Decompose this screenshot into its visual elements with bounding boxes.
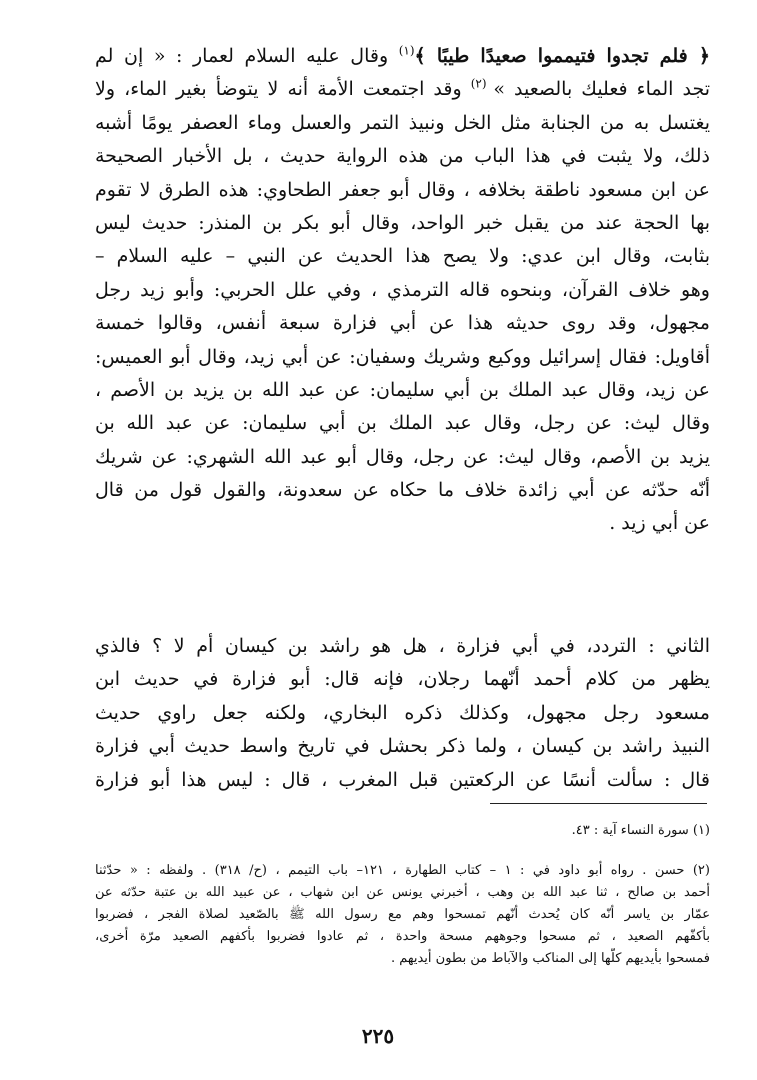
text-line: مسعود رجل مجهول، وكذلك ذكره البخاري، ولكنه جعل راوي حديث [95,701,710,724]
text-line: ﴿ فلم تجدوا فتيمموا صعيدًا طيبًا ﴾$^{(١)}$ وقال عليه السلام لعمار : « إن لم [95,43,710,67]
text-line: مجهول، وقد روى حديثه هذا عن أبي فزارة سبعة أنفس، وقالوا خمسة [95,312,710,335]
footnote-line: (٢) حسن . رواه أبو داود في : ١ – كتاب الطهارة ، ١٢١– باب التيمم ، (ح/ ٣١٨) . ولفظه : « حدّثنا [95,863,710,878]
text-line: قال : سألت أنسًا عن الركعتين قبل المغرب ، قال : ليس هذا أبو فزارة [95,768,710,791]
footnote-line: (١) سورة النساء آية : ٤٣. [571,823,710,838]
text-line: أنّه حدّثه عن أبي زائدة خلاف ما حكاه عن سعدونة، والقول قول من قال [95,479,710,502]
text-line: تجد الماء فعليك بالصعيد » $^{(٢)}$ وقد اجتمعت الأمة أنه لا يتوضأ بغير الماء، ولا [95,77,710,101]
page-number: ٢٢٥ [361,1024,395,1048]
text-line: وهو خلاف القرآن، وبنحوه قاله الترمذي ، وفي علل الحربي: وأبو زيد رجل [95,278,710,301]
text-line: يظهر من كلام أحمد أنّهما رجلان، فإنه قال: أبو فزارة في حديث ابن [95,668,710,691]
footnote-ref-2[interactable]: (٢) [470,77,494,92]
footnote-line: أحمد بن صالح ، ثنا عبد الله بن وهب ، أخبرني يونس عن ابن شهاب ، عن عبيد الله بن عتبة حدّثه عن [95,885,710,900]
text-line: يزيد بن الأصم، وقال ليث: عن رجل، وقال أبو عبد الله الشهري: عن شريك [95,445,710,468]
text-line: عن ابن مسعود ناطقة بخلافه ، وقال أبو جعفر الطحاوي: هذه الطرق لا تقوم [95,178,710,201]
text-line: الثاني : التردد، في أبي فزارة ، هل هو راشد بن كيسان أم لا ؟ فالذي [95,635,710,657]
text-line: وقال ليث: عن رجل، وقال عبد الملك بن أبي سليمان: عن عبد الله بن [95,412,710,435]
text-line: بثابت، وقال ابن عدي: ولا يصح هذا الحديث عن النبي – عليه السلام – [95,245,710,268]
main-paragraph-2 [95,630,710,797]
text-line: عن أبي زيد . [609,512,710,535]
footnote-2 [95,860,710,970]
footnote-line: فمسحوا بأيديهم كلّها إلى المناكب والآباط من بطون أيديهم . [390,951,710,966]
text-line: يغتسل به من الجنابة مثل الخل ونبيذ التمر والعسل وماء العصفر يومًا أشبه [95,111,710,134]
footnote-line: بأكفّهم الصعيد ، ثم مسحوا وجوههم مسحة واحدة ، ثم عادوا فضربوا بأكفهم الصعيد مرّة أخرى، [95,929,710,944]
footnote-divider [490,803,707,804]
footnote-1 [95,820,710,842]
footnote-line: عمّار بن ياسر أنّه كان يُحدث أنّهم تمسحوا وهم مع رسول الله ﷺ بالصّعيد لصلاة الفجر ، فضربوا [95,907,710,922]
text-line: عن زيد، وقال عبد الملك بن أبي سليمان: عن عبد الله بن يزيد بن الأصم ، [95,378,710,401]
quran-verse: ﴿ فلم تجدوا فتيمموا صعيدًا طيبًا ﴾ [414,45,710,67]
text-line: النبيذ راشد بن كيسان ، ولما ذكر بحشل في تاريخ واسط حديث أبي فزارة [95,735,710,758]
footnote-ref-1[interactable]: (١) [398,43,415,58]
text-line: ذلك، ولا يثبت في هذا الباب من هذه الرواية حديث ، بل الأخبار الصحيحة [95,145,710,168]
main-paragraph-1 [95,40,710,541]
text-line: بها الحجة عند من يقبل خبر الواحد، وقال أبو بكر بن المنذر: حديث ليس [95,211,710,234]
text-line: أقاويل: فقال إسرائيل ووكيع وشريك وسفيان: عن أبي زيد، وقال أبو العميس: [95,345,710,368]
